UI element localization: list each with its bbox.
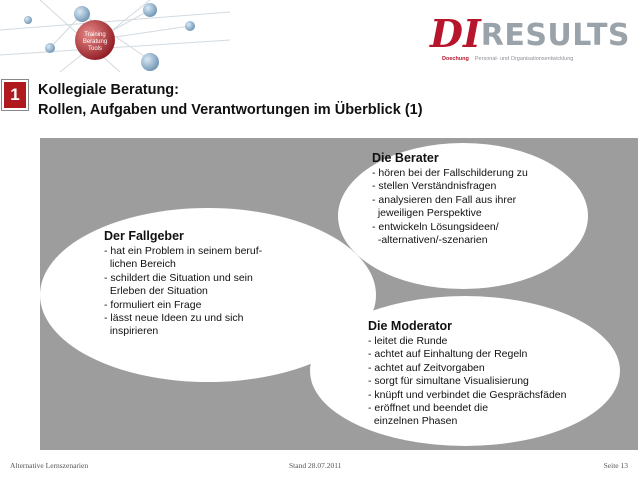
badge-word-tools: Tools: [87, 46, 103, 52]
slide-number-badge: 1: [2, 80, 28, 110]
footer-page-number: Seite 13: [603, 461, 628, 470]
moderator-line: - achtet auf Einhaltung der Regeln: [368, 348, 528, 361]
berater-line: -alternativen/-szenarien: [372, 234, 488, 247]
berater-line: - stellen Verständnisfragen: [372, 180, 497, 193]
moderator-line: - sorgt für simultane Visualisierung: [368, 375, 529, 388]
logo-results: RESULTS: [480, 18, 631, 53]
moderator-line: - leitet die Runde: [368, 335, 448, 347]
berater-text: [372, 150, 528, 247]
fallgeber-line: - hat ein Problem in seinem beruf-: [104, 245, 263, 257]
badge-word-training: Training: [84, 32, 106, 38]
moderator-line: - achtet auf Zeitvorgaben: [368, 361, 485, 374]
fallgeber-line: inspirieren: [104, 325, 159, 338]
slide-title: [38, 80, 423, 120]
fallgeber-line: - formuliert ein Frage: [104, 298, 202, 311]
fallgeber-line: - schildert die Situation und sein: [104, 271, 253, 284]
fallgeber-line: lichen Bereich: [104, 258, 176, 271]
logo-tagline: Personal- und Organisationsentwicklung: [474, 56, 574, 62]
berater-title: Die Berater: [372, 151, 439, 165]
moderator-line: - eröffnet und beendet die: [368, 402, 489, 415]
fallgeber-line: Erleben der Situation: [104, 285, 208, 298]
training-network-graphic: [0, 0, 230, 72]
berater-line: - analysieren den Fall aus ihrer: [372, 193, 517, 206]
logo-di: DI: [430, 11, 481, 56]
berater-line: jeweiligen Perspektive: [372, 207, 482, 220]
fallgeber-title: Der Fallgeber: [104, 229, 184, 243]
slide-title-line1: Kollegiale Beratung:: [38, 82, 179, 98]
berater-line: - entwickeln Lösungsideen/: [372, 220, 499, 233]
fallgeber-line: - lässt neue Ideen zu und sich: [104, 312, 244, 325]
slide-footer: [0, 455, 638, 479]
fallgeber-text: [104, 228, 262, 339]
berater-line: - hören bei der Fallschilderung zu: [372, 167, 528, 179]
moderator-title: Die Moderator: [368, 319, 453, 333]
node-icon: [74, 6, 90, 22]
slide-title-line2: Rollen, Aufgaben und Verantwortungen im Überblick (1): [38, 102, 423, 118]
footer-left: Alternative Lernszenarien: [10, 461, 89, 470]
badge-word-beratung: Beratung: [82, 39, 108, 45]
footer-date: Stand 28.07.2011: [289, 461, 342, 470]
moderator-line: einzelnen Phasen: [368, 415, 458, 428]
diresults-logo: [430, 11, 631, 74]
moderator-line: - knüpft und verbindet die Gesprächsfäden: [368, 388, 567, 401]
logo-location: Doechung: [442, 56, 469, 62]
moderator-text: [368, 318, 566, 429]
